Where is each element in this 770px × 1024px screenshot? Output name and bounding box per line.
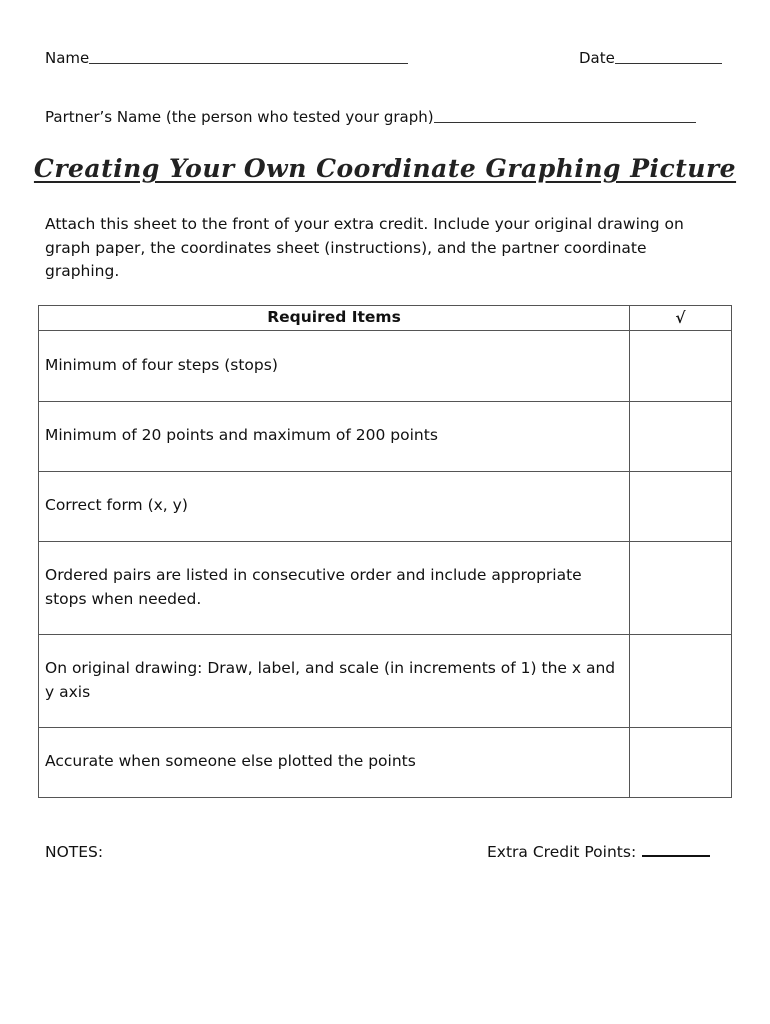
extra-credit-points-field[interactable] — [642, 855, 710, 857]
notes-label: NOTES: — [45, 843, 104, 861]
required-items-header: Required Items — [39, 306, 630, 331]
check-cell[interactable] — [630, 401, 732, 471]
name-row — [45, 49, 408, 67]
requirement-item: Ordered pairs are listed in consecutive order and include appropriate stops when needed. — [39, 541, 630, 634]
name-field[interactable] — [89, 63, 408, 64]
name-label: Name — [45, 49, 90, 67]
partner-label: Partner’s Name (the person who tested your graph) — [45, 108, 434, 126]
table-row — [39, 634, 732, 727]
requirement-item: Accurate when someone else plotted the points — [39, 727, 630, 797]
table-row — [39, 727, 732, 797]
check-cell[interactable] — [630, 541, 732, 634]
date-row — [579, 49, 722, 67]
table-header-row — [39, 306, 732, 331]
requirement-item: Minimum of four steps (stops) — [39, 330, 630, 401]
date-label: Date — [579, 49, 615, 67]
partner-row — [45, 108, 696, 126]
requirement-item: Correct form (x, y) — [39, 471, 630, 541]
check-cell[interactable] — [630, 634, 732, 727]
check-cell[interactable] — [630, 727, 732, 797]
page-title: Creating Your Own Coordinate Graphing Picture — [33, 154, 737, 183]
extra-credit-points-label: Extra Credit Points: — [487, 843, 637, 861]
check-cell[interactable] — [630, 471, 732, 541]
requirements-table — [38, 305, 732, 798]
table-row — [39, 471, 732, 541]
checkmark-header: √ — [630, 306, 732, 331]
table-row — [39, 401, 732, 471]
partner-field[interactable] — [434, 122, 696, 123]
extra-credit-points-row — [487, 843, 710, 861]
requirement-item: On original drawing: Draw, label, and scale (in increments of 1) the x and y axis — [39, 634, 630, 727]
requirement-item: Minimum of 20 points and maximum of 200 points — [39, 401, 630, 471]
check-cell[interactable] — [630, 330, 732, 401]
instructions-paragraph: Attach this sheet to the front of your extra credit. Include your original drawing on graph paper, the coordinates sheet (instructions), and the partner coordinate graphing. — [45, 215, 684, 280]
table-row — [39, 541, 732, 634]
date-field[interactable] — [615, 63, 722, 64]
table-row — [39, 330, 732, 401]
